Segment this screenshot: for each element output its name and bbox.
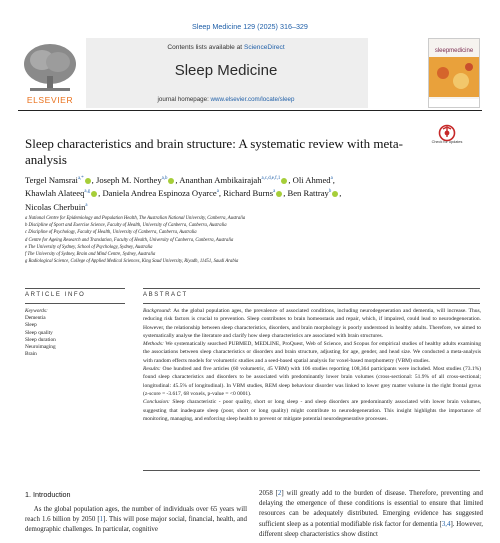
author-name[interactable]: Joseph M. Northey — [95, 174, 162, 185]
author-affiliation-marker[interactable]: a — [330, 176, 333, 181]
keyword-item: Sleep quality — [25, 329, 53, 336]
contents-line — [86, 44, 366, 51]
body-text: As the global population ages, the number of individuals over 65 years will reach 1.6 billion by 2050 [ — [25, 506, 248, 524]
body-text: ]. However, different sleep characteristics show distinct — [259, 520, 483, 538]
affiliation-text: Discipline of Psychology, Faculty of Health, University of Canberra, Canberra, Australia — [28, 230, 197, 236]
journal-title: Sleep Medicine — [174, 62, 278, 79]
affiliation-item — [25, 237, 485, 244]
author-affiliation-marker[interactable]: a,c,d,e,f,1 — [261, 176, 281, 181]
abstract-results — [143, 365, 481, 398]
affiliation-key: c — [25, 230, 28, 236]
abstract-section-label: Conclusion: — [143, 399, 170, 406]
citation-link[interactable]: 2 — [277, 490, 282, 497]
keywords-label: Keywords: — [25, 308, 48, 314]
abstract-section-label: Methods: — [143, 341, 164, 348]
author-affiliation-marker[interactable]: a,b — [161, 176, 168, 181]
keyword-item: Dementia — [25, 315, 46, 322]
author-name[interactable]: Tergel Namsrai — [25, 174, 78, 185]
journal-reference[interactable]: Sleep Medicine 129 (2025) 316–329 — [192, 22, 308, 31]
keyword-item: Sleep duration — [25, 336, 56, 343]
author-affiliation-marker[interactable]: a — [85, 202, 88, 208]
abstract-methods — [143, 340, 481, 365]
abstract-text: We systematically searched PUBMED, MEDLINE, ProQuest, Web of Science, and Scopus for empirical studies of healthy adults examining the associations between sleep characteristics or disorders and brain structure, adjusting for age, gender, and head size. We conducted a meta-analysis with random effects models for volumetric studies and a seed-based spatial analysis for voxel-based morphometry (VBM) studies. — [143, 341, 481, 364]
body-text: ]. This will pose major social, financial, health, and demographic challenges. In particular, cognitive — [25, 516, 247, 534]
affiliation-item — [25, 215, 485, 222]
divider — [143, 470, 480, 471]
orcid-icon[interactable] — [91, 191, 97, 197]
cover-title: sleepmedicine — [434, 48, 474, 54]
affiliation-text: Radiological Science, College of Applied Medical Sciences, King Saud University, Riyadh, 11451, Saudi Arabia — [28, 259, 239, 265]
orcid-icon[interactable] — [332, 191, 338, 197]
citation-link[interactable]: 3,4 — [441, 520, 451, 528]
introduction-left-column — [25, 505, 247, 536]
affiliation-text: The University of Sydney, School of Psychology, Sydney, Australia — [28, 244, 153, 250]
sciencedirect-link[interactable]: ScienceDirect — [243, 44, 285, 51]
affiliation-key: a — [25, 216, 28, 221]
affiliation-text: Discipline of Sport and Exercise Science, Faculty of Health, University of Canberra, Canberra, Australia — [28, 223, 227, 229]
author-affiliation-marker[interactable]: a — [273, 189, 276, 195]
keyword-item: Brain — [25, 351, 37, 358]
abstract-section-label: Background: — [143, 308, 172, 314]
author-name[interactable]: Oli Ahmed — [292, 174, 331, 185]
affiliation-text: National Centre for Epidemiology and Population Health, The Australian National University, Canberra, Australia — [28, 216, 246, 221]
orcid-icon[interactable] — [85, 178, 91, 184]
homepage-line — [86, 96, 366, 103]
abstract-heading: ABSTRACT — [143, 292, 188, 298]
author-name[interactable]: Ben Rattray — [287, 188, 329, 199]
author-affiliation-marker[interactable]: b — [328, 189, 332, 195]
keywords-list — [25, 308, 125, 358]
divider — [143, 288, 480, 289]
author-affiliation-marker[interactable]: a — [216, 189, 219, 195]
publisher-logo[interactable]: ELSEVIER — [26, 95, 74, 105]
orcid-icon[interactable] — [281, 178, 287, 184]
abstract-section-label: Results: — [143, 366, 161, 373]
body-text: 2058 [ — [259, 490, 278, 497]
affiliation-text: The University of Sydney, Brain and Mind Centre, Sydney, Australia — [27, 252, 156, 258]
citation-link[interactable]: 1 — [99, 516, 104, 524]
affiliation-key: b — [25, 223, 28, 229]
affiliation-item — [25, 222, 485, 229]
orcid-icon[interactable] — [168, 178, 174, 184]
author-name[interactable]: Nicolas Cherbuin — [25, 201, 86, 212]
contents-prefix: Contents lists available at — [167, 44, 243, 51]
author-affiliation-marker[interactable]: a,* — [77, 176, 84, 181]
affiliation-key: f — [25, 252, 27, 258]
keyword-item: Neuroimaging — [25, 344, 56, 351]
article-title: Sleep characteristics and brain structure: A systematic review with meta-analysis — [25, 136, 403, 167]
author-name[interactable]: Khawlah Alateeq — [25, 188, 85, 199]
journal-homepage-link[interactable]: www.elsevier.com/locate/sleep — [210, 96, 295, 103]
affiliation-item — [25, 258, 485, 265]
affiliation-key: d — [25, 237, 28, 243]
affiliation-item — [25, 229, 485, 236]
affiliation-list — [25, 215, 485, 265]
author-name[interactable]: Daniela Andrea Espinoza Oyarce — [102, 188, 217, 199]
author-affiliation-marker[interactable]: a,g — [84, 189, 91, 195]
author-name[interactable]: Ananthan Ambikairajah — [179, 174, 262, 185]
check-for-updates-label[interactable]: Check for updates — [431, 140, 463, 144]
article-info-heading: ARTICLE INFO — [25, 292, 86, 298]
author-name[interactable]: Richard Burns — [223, 188, 274, 199]
affiliation-text: Centre for Ageing Research and Translation, Faculty of Health, University of Canberra, Canberra, Australia — [28, 237, 234, 243]
abstract-background — [143, 307, 481, 340]
header-divider — [18, 110, 482, 111]
orcid-icon[interactable] — [276, 191, 282, 197]
body-text: ] will greatly add to the burden of disease. Therefore, preventing and delaying the emergence of these conditions is essential to ensure that limited resources can be adequately distributed. Emerging evidence has suggested sufficient sleep as a potential modifiable risk factor for dementia [ — [259, 490, 483, 528]
abstract-conclusion — [143, 398, 481, 423]
affiliation-item — [25, 244, 485, 251]
divider — [25, 303, 125, 304]
author-list: Tergel Namsrai$^{a,*}$ , Joseph M. Northey$^{a,b}$ , Ananthan Ambikairajah$^{a,c,d,e,f,1}$ , Oli Ahmed$^a$, Khawlah Alateeq$^{a,g}$ , Daniela Andrea Espinoza Oyarce$^a$, Richard Burns$^a$ , Ben Rattray$^b$ , Nicolas Cherbuin$^a$ — [25, 174, 342, 212]
abstract-body — [143, 307, 481, 423]
abstract-text: As the global population ages, the prevalence of associated conditions, including neurodegeneration and dementia, will increase. Thus, reducing risk factors is crucial to prevention. Sleep contributes to brain homeostasis and repair, which, if impaired, could lead to neurodegeneration. However, the relationship between sleep characteristics, disorders, and brain morphology is poorly understood in healthy adults. Therefore, we aimed to systematically analyse the literature and clarify how sleep characteristics are associated with brain structures. — [143, 308, 481, 339]
affiliation-item — [25, 251, 485, 258]
divider — [25, 288, 125, 289]
affiliation-key: e — [25, 244, 28, 250]
abstract-text: One hundred and five articles (60 volumetric, 45 VBM) with 106 studies reporting 108,364 participants were included. Most studies (73.1%) found sleep characteristics and disorders to be associated with predominantly lower brain volumes (cross-sectional: 51.9% of all cross-sectional; longitudinal: 45.5% of longitudinal). In VBM studies, REM sleep behaviour disorder was linked to lower grey matter volume in the right frontal gyrus (z-score = -3.617, 68 voxels, p-value = <0 0001). — [143, 366, 482, 397]
affiliation-key: g — [25, 259, 28, 265]
abstract-text: Sleep characteristic - poor quality, short or long sleep - and sleep disorders are predominantly associated with lower brain volumes, suggesting that inadequate sleep (poor, short or long quality) might contribute to neurodegeneration. This insight highlights the importance of monitoring, managing, and enforcing sleep health to prevent or mitigate potential neurodegenerative processes. — [143, 399, 481, 422]
introduction-heading: 1. Introduction — [25, 490, 71, 499]
introduction-right-column — [259, 489, 483, 540]
homepage-prefix: journal homepage: — [157, 96, 209, 103]
keyword-item: Sleep — [25, 322, 37, 329]
divider — [143, 303, 480, 304]
